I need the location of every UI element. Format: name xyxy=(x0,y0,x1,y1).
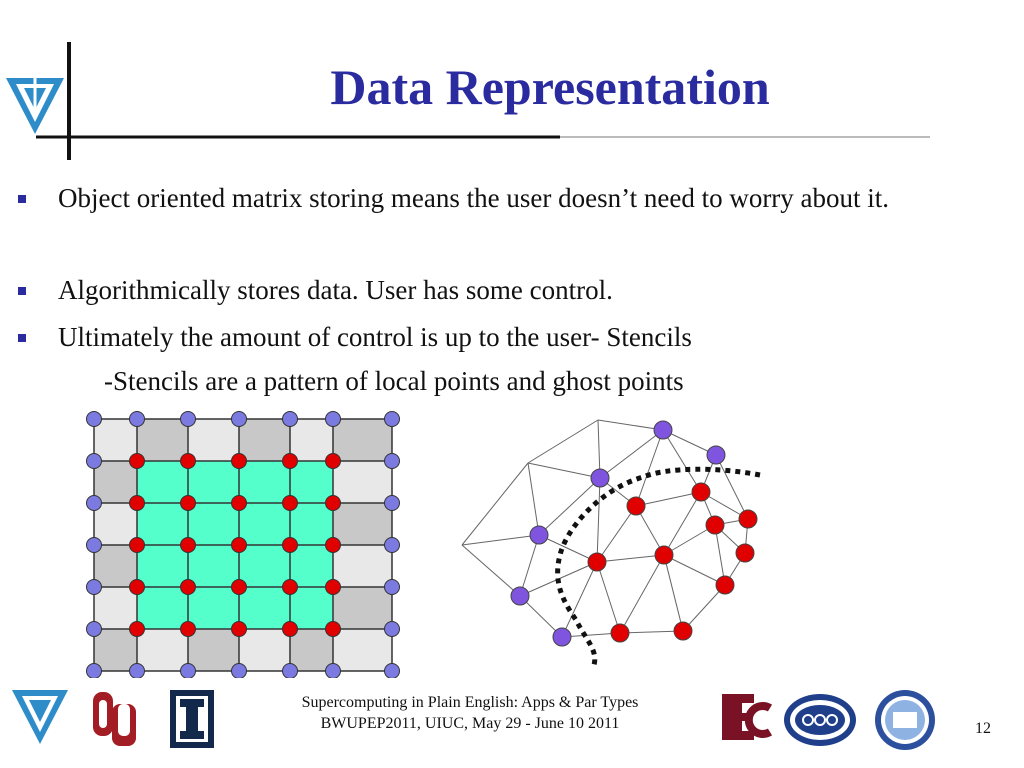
ghost-point xyxy=(130,412,145,427)
local-point xyxy=(627,497,645,515)
ghost-point xyxy=(385,412,400,427)
mesh-edge xyxy=(664,555,725,585)
ghost-point xyxy=(511,587,529,605)
ghost-point xyxy=(283,664,298,679)
ghost-point xyxy=(87,664,102,679)
ghost-point xyxy=(87,580,102,595)
grid-cell xyxy=(188,461,239,503)
ghost-point xyxy=(283,412,298,427)
university-seal-icon xyxy=(875,690,935,750)
grid-cell xyxy=(290,503,333,545)
bullet-text: Object oriented matrix storing means the user doesn’t need to worry about it. xyxy=(58,183,890,213)
grid-cell xyxy=(290,419,333,461)
mesh-edge xyxy=(520,535,539,596)
bullet-text: Algorithmically stores data. User has some control. xyxy=(58,275,613,305)
ou-logo-icon xyxy=(93,692,136,746)
local-point xyxy=(232,454,247,469)
triangle-logo-icon xyxy=(6,78,64,134)
grid-cell xyxy=(137,629,188,671)
ghost-point xyxy=(326,412,341,427)
local-point xyxy=(130,580,145,595)
local-point xyxy=(130,454,145,469)
grid-cell xyxy=(333,461,392,503)
grid-cell xyxy=(290,545,333,587)
grid-cell xyxy=(290,629,333,671)
mesh-edge xyxy=(597,555,664,562)
grid-cell xyxy=(137,587,188,629)
ghost-point xyxy=(87,622,102,637)
grid-cell xyxy=(239,545,290,587)
ghost-point xyxy=(707,446,725,464)
ghost-point xyxy=(385,664,400,679)
grid-cell xyxy=(188,503,239,545)
ghost-point xyxy=(553,628,571,646)
local-point xyxy=(181,622,196,637)
grid-cell xyxy=(239,419,290,461)
grid-cell xyxy=(239,587,290,629)
local-point xyxy=(739,510,757,528)
local-point xyxy=(326,538,341,553)
mesh-edge xyxy=(528,463,539,535)
local-point xyxy=(130,622,145,637)
grid-stencil-diagram xyxy=(80,408,410,678)
ghost-point xyxy=(530,526,548,544)
ghost-point xyxy=(385,538,400,553)
footer-text xyxy=(240,692,700,734)
bullet-square-icon xyxy=(18,287,26,295)
page-number: 12 xyxy=(975,720,991,737)
bullet-item xyxy=(18,178,918,260)
mesh-edge xyxy=(539,535,597,562)
local-point xyxy=(326,622,341,637)
mesh-edge xyxy=(600,430,663,478)
ghost-point xyxy=(181,664,196,679)
ghost-point xyxy=(87,412,102,427)
ghost-point xyxy=(654,421,672,439)
sub-bullet: -Stencils are a pattern of local points and ghost points xyxy=(104,366,684,396)
mesh-edge xyxy=(597,506,636,562)
local-point xyxy=(130,538,145,553)
ghost-point xyxy=(591,469,609,487)
mesh-edge xyxy=(528,463,600,478)
ghost-point xyxy=(130,664,145,679)
grid-cell xyxy=(290,587,333,629)
mesh-edge xyxy=(462,535,539,545)
ghost-point xyxy=(232,664,247,679)
ghost-point xyxy=(326,664,341,679)
grid-cell xyxy=(94,545,137,587)
bullet-text: Ultimately the amount of control is up to the user- Stencils xyxy=(58,322,692,352)
grid-cell xyxy=(94,587,137,629)
grid-cell xyxy=(137,461,188,503)
grid-cell xyxy=(239,503,290,545)
local-point xyxy=(283,580,298,595)
ghost-point xyxy=(385,496,400,511)
mesh-edge xyxy=(664,555,683,631)
ghost-point xyxy=(181,412,196,427)
bullet-square-icon xyxy=(18,334,26,342)
mesh-edge xyxy=(528,420,598,463)
grid-cell xyxy=(239,629,290,671)
mesh-edge xyxy=(636,430,663,506)
footer-line-2: BWUPEP2011, UIUC, May 29 - June 10 2011 xyxy=(320,715,620,732)
local-point xyxy=(232,496,247,511)
grid-cell xyxy=(290,461,333,503)
local-point xyxy=(674,622,692,640)
ghost-point xyxy=(385,580,400,595)
ghost-point xyxy=(87,538,102,553)
local-point xyxy=(283,454,298,469)
grid-cell xyxy=(137,419,188,461)
mesh-edge xyxy=(462,545,520,596)
grid-cell xyxy=(188,419,239,461)
local-point xyxy=(326,580,341,595)
mesh-edge xyxy=(462,463,528,545)
grid-cell xyxy=(94,419,137,461)
mesh-edge xyxy=(598,420,663,430)
local-point xyxy=(588,553,606,571)
local-point xyxy=(181,496,196,511)
illinois-logo-icon xyxy=(170,690,214,748)
local-point xyxy=(181,580,196,595)
local-point xyxy=(716,576,734,594)
mesh-edge xyxy=(597,478,600,562)
grid-cell xyxy=(94,629,137,671)
local-point xyxy=(232,580,247,595)
local-point xyxy=(232,538,247,553)
ghost-point xyxy=(385,454,400,469)
ccc-logo-icon xyxy=(784,694,856,746)
triangle-logo-icon xyxy=(12,690,68,744)
mesh-edge xyxy=(539,478,600,535)
grid-cell xyxy=(94,461,137,503)
local-point xyxy=(283,622,298,637)
local-point xyxy=(181,538,196,553)
mesh-edge xyxy=(636,492,701,506)
grid-cell xyxy=(333,545,392,587)
grid-cell xyxy=(333,419,392,461)
grid-cell xyxy=(333,587,392,629)
local-point xyxy=(692,483,710,501)
grid-cell xyxy=(137,545,188,587)
ghost-point xyxy=(232,412,247,427)
ghost-point xyxy=(87,454,102,469)
local-point xyxy=(326,454,341,469)
footer-line-1: Supercomputing in Plain English: Apps & Par Types xyxy=(301,694,639,711)
ghost-point xyxy=(385,622,400,637)
mesh-edge xyxy=(597,562,620,633)
grid-cell xyxy=(188,545,239,587)
page-title: Data Representation xyxy=(330,59,770,115)
local-point xyxy=(283,496,298,511)
local-point xyxy=(326,496,341,511)
ghost-point xyxy=(87,496,102,511)
grid-cell xyxy=(333,629,392,671)
grid-cell xyxy=(333,503,392,545)
local-point xyxy=(283,538,298,553)
grid-cell xyxy=(137,503,188,545)
local-point xyxy=(706,516,724,534)
local-point xyxy=(232,622,247,637)
mesh-edge xyxy=(620,555,664,633)
grid-cell xyxy=(188,587,239,629)
grid-cell xyxy=(188,629,239,671)
ec-logo-icon xyxy=(722,694,770,740)
bullet-square-icon xyxy=(18,195,26,203)
local-point xyxy=(130,496,145,511)
mesh-edge xyxy=(664,492,701,555)
local-point xyxy=(736,544,754,562)
local-point xyxy=(181,454,196,469)
grid-cell xyxy=(94,503,137,545)
mesh-stencil-diagram xyxy=(448,415,778,670)
local-point xyxy=(655,546,673,564)
grid-cell xyxy=(239,461,290,503)
local-point xyxy=(611,624,629,642)
